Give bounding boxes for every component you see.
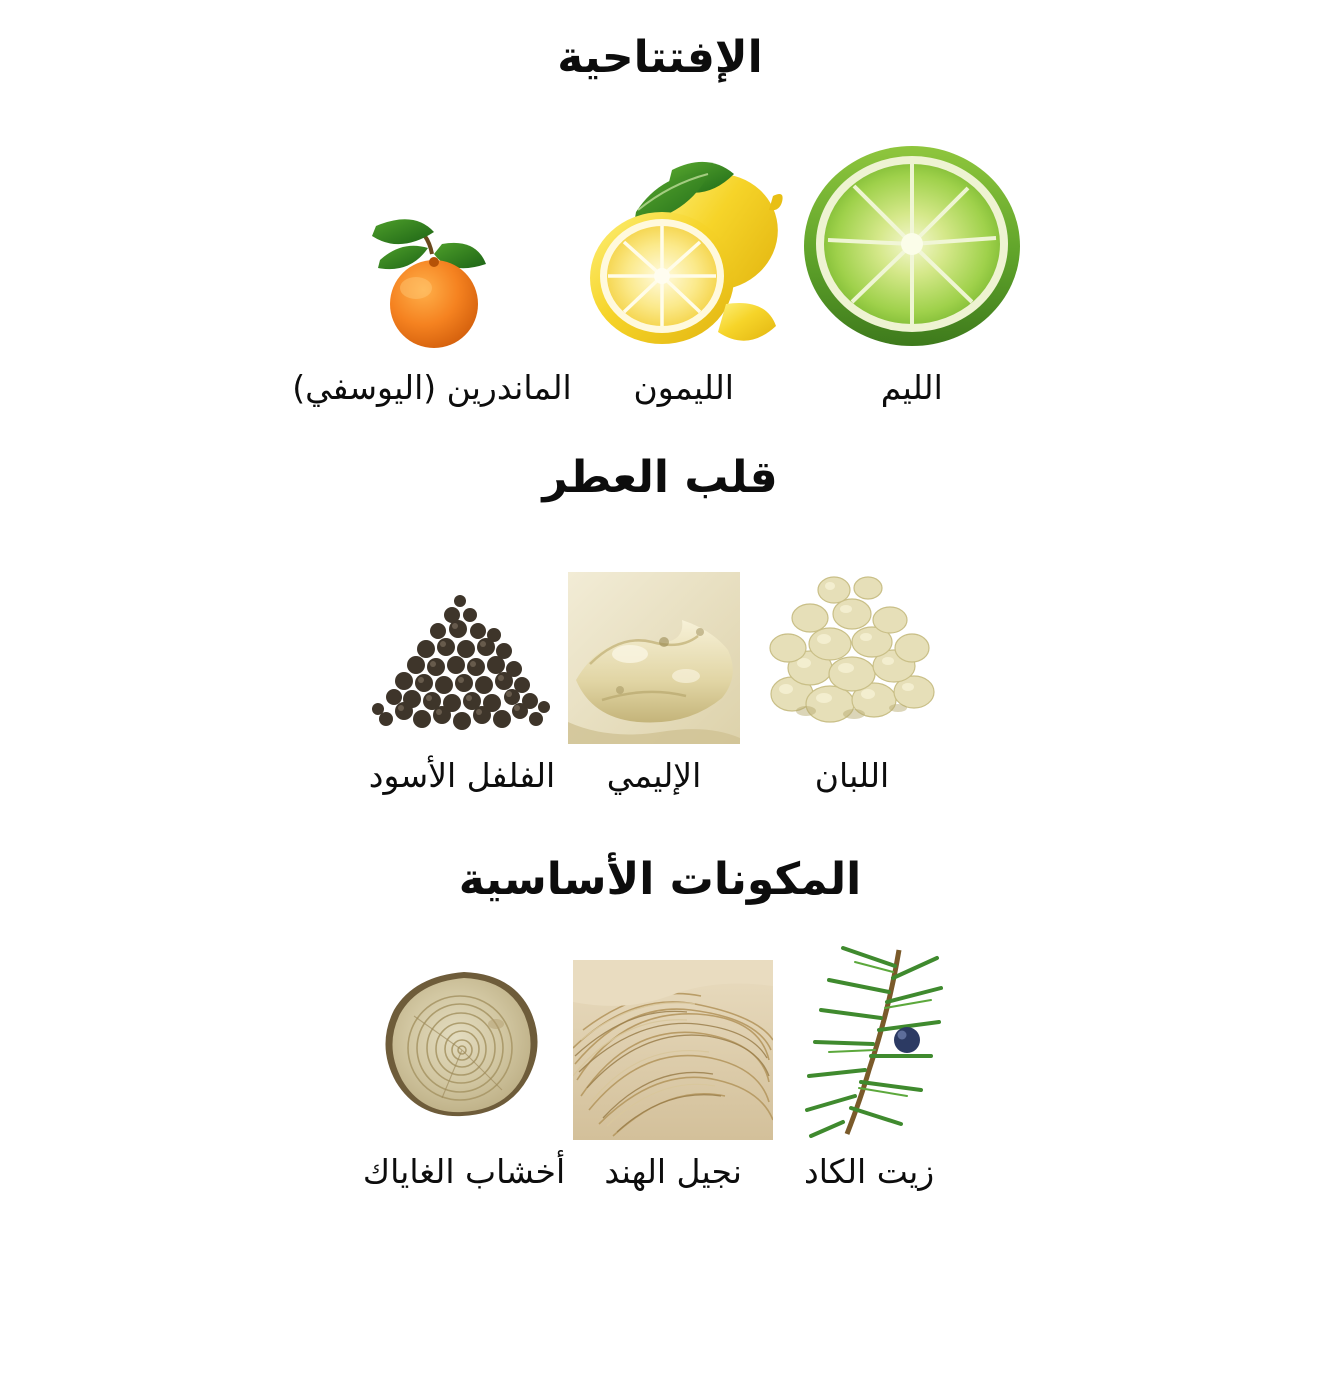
item-black-pepper — [364, 569, 560, 796]
mandarin-image — [346, 208, 518, 358]
item-frankincense — [748, 544, 956, 796]
item-guaiac-wood — [363, 964, 565, 1192]
juniper-branch-image — [781, 944, 957, 1140]
frankincense-resin-image — [748, 544, 956, 744]
section-title-heart-notes: قلب العطر — [542, 451, 778, 503]
guaiac-wood-slice-image — [376, 964, 552, 1140]
section-title-top-notes: الإفتتاحية — [557, 32, 763, 83]
item-label-frankincense: اللبان — [814, 756, 890, 796]
lemon-image — [576, 126, 792, 358]
item-elemi — [568, 572, 740, 796]
item-lime — [796, 126, 1028, 408]
lime-half-image — [796, 126, 1028, 358]
item-label-elemi: الإليمي — [606, 756, 702, 796]
section-base-notes — [0, 853, 1320, 1192]
section-heart-notes — [0, 451, 1320, 796]
vetiver-roots-image — [573, 960, 773, 1140]
section-top-notes — [0, 34, 1320, 408]
item-vetiver — [573, 960, 773, 1192]
section-title-base-notes: المكونات الأساسية — [458, 853, 862, 905]
item-label-lemon: الليمون — [633, 368, 734, 408]
item-lemon — [576, 126, 792, 408]
item-label-vetiver: نجيل الهند — [604, 1152, 742, 1192]
heart-notes-row — [0, 544, 1320, 796]
item-label-lime: الليم — [880, 368, 943, 408]
base-notes-row — [0, 944, 1320, 1192]
item-label-guaiac-wood: أخشاب الغاياك — [362, 1152, 566, 1192]
item-label-cade-oil: زيت الكاد — [804, 1152, 935, 1192]
black-pepper-image — [364, 569, 560, 744]
item-mandarin — [292, 208, 571, 408]
item-cade-oil — [781, 944, 957, 1192]
elemi-resin-image — [568, 572, 740, 744]
item-label-mandarin: الماندرين (اليوسفي) — [292, 368, 572, 408]
top-notes-row — [0, 126, 1320, 408]
item-label-black-pepper: الفلفل الأسود — [368, 756, 556, 796]
